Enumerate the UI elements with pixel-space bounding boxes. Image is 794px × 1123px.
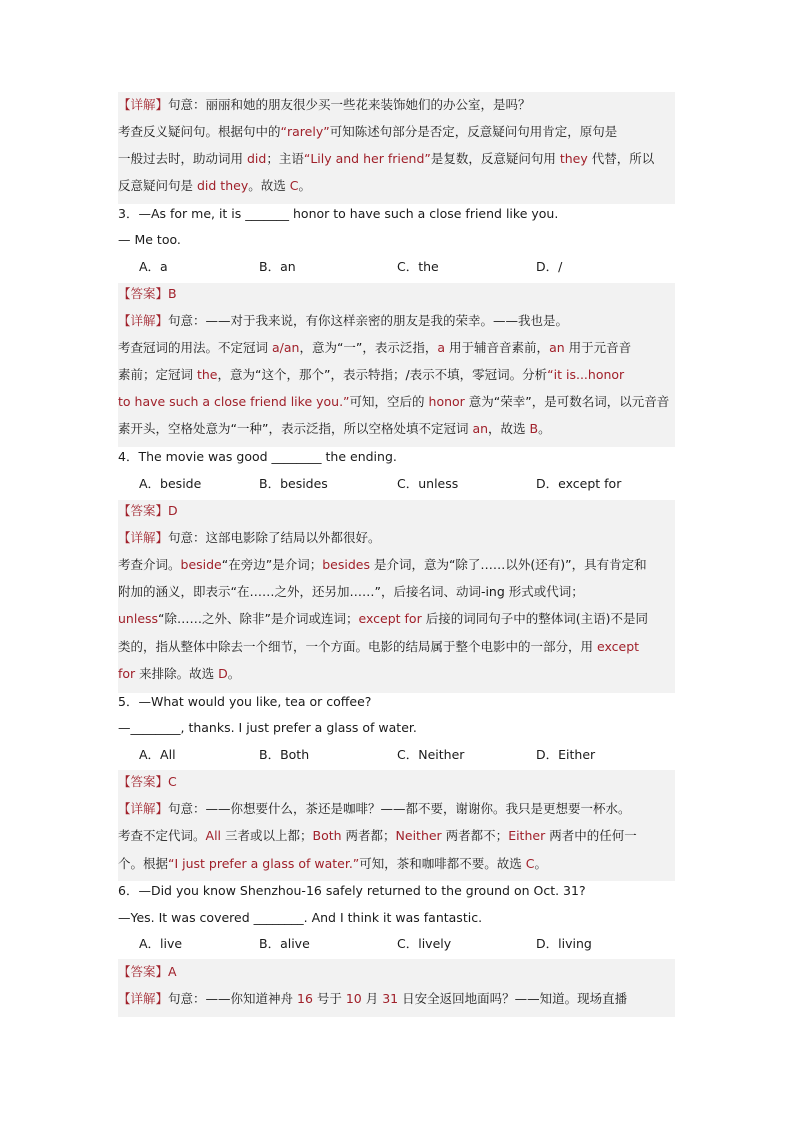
q3-analysis-line-3: to have such a close friend like you.”可知，空后的 honor 意为“荣幸”，是可数名词，以元音音 [118,394,670,409]
option-d: D．/ [536,259,563,274]
q2-analysis-line-3: 反意疑问句是 did they。故选 C。 [118,178,311,193]
q5-analysis-line-2: 个。根据“I just prefer a glass of water.”可知，茶和咖啡都不要。故选 C。 [118,856,547,871]
q5-analysis-line-1: 考查不定代词。All 三者或以上都；Both 两者都；Neither 两者都不；Either 两者中的任何一 [118,828,637,843]
question-5: 5．—What would you like, tea or coffee? [118,694,372,709]
question-6: 6．—Did you know Shenzhou-16 safely returned to the ground on Oct. 31? [118,883,586,898]
option-b: B．Both [259,747,310,762]
q4-analysis-line-5: for 来排除。故选 D。 [118,666,241,681]
option-c: C．lively [397,936,452,951]
q3-analysis-line-2: 素前；定冠词 the，意为“这个，那个”，表示特指；/表示不填，零冠词。分析“it is...honor [118,367,625,382]
question-3-options [124,253,681,280]
q4-analysis-line-1: 考查介词。beside“在旁边”是介词；besides 是介词，意为“除了……以外(还有)”，具有肯定和 [118,557,647,572]
explain-text: 句意：丽丽和她的朋友很少买一些花来装饰她们的办公室，是吗？ [168,97,531,112]
q3-analysis-line-4: 素开头，空格处意为“一种”，表示泛指，所以空格处填不定冠词 an，故选 B。 [118,421,551,436]
question-5-answer: 【答案】C [118,774,177,789]
option-a: A．beside [139,476,202,491]
q6-explanation: 【详解】句意：——你知道神舟 16 号于 10 月 31 日安全返回地面吗？——知道。现场直播 [118,991,628,1006]
question-3-reply: — Me too. [118,232,181,247]
option-c: C．Neither [397,747,465,762]
q3-analysis-line-1: 考查冠词的用法。不定冠词 a/an，意为“一”，表示泛指，a 用于辅音音素前，an 用于元音音 [118,340,632,355]
q5-explanation: 【详解】句意：——你想要什么，茶还是咖啡？——都不要，谢谢你。我只是更想要一杯水。 [118,801,631,816]
question-6-reply: —Yes. It was covered ________. And I think it was fantastic. [118,910,483,925]
option-d: D．except for [536,476,622,491]
q4-explanation: 【详解】句意：这部电影除了结局以外都很好。 [118,530,381,545]
option-d: D．living [536,936,592,951]
option-d: D．Either [536,747,596,762]
q4-analysis-line-2: 附加的涵义，即表示“在……之外，还另加……”，后接名词、动词-ing 形式或代词； [118,584,584,599]
explain-label: 【详解】 [118,97,169,112]
option-b: B．besides [259,476,328,491]
option-c: C．the [397,259,439,274]
q2-explanation [118,91,675,118]
q2-analysis-line-1: 考查反义疑问句。根据句中的“rarely”可知陈述句部分是否定，反意疑问句用肯定，原句是 [118,124,618,139]
option-b: B．an [259,259,296,274]
question-3-answer: 【答案】B [118,286,177,301]
q2-analysis-line-2: 一般过去时，助动词用 did；主语“Lily and her friend”是复数，反意疑问句用 they 代替，所以 [118,151,655,166]
option-a: A．a [139,259,168,274]
option-a: A．All [139,747,176,762]
question-6-options [124,930,681,957]
q3-explanation: 【详解】句意：——对于我来说，有你这样亲密的朋友是我的荣幸。——我也是。 [118,313,569,328]
option-b: B．alive [259,936,310,951]
question-3: 3．—As for me, it is _______ honor to have such a close friend like you. [118,206,559,221]
option-a: A．live [139,936,183,951]
question-4-answer: 【答案】D [118,503,178,518]
question-5-options [124,741,681,768]
q4-analysis-line-3: unless“除……之外、除非”是介词或连词；except for 后接的词同句子中的整体词(主语)不是同 [118,611,648,626]
q4-analysis-line-4: 类的，指从整体中除去一个细节，一个方面。电影的结局属于整个电影中的一部分，用 except [118,639,640,654]
question-4-options [124,470,681,497]
question-5-reply: —________, thanks. I just prefer a glass of water. [118,720,417,735]
option-c: C．unless [397,476,459,491]
question-4: 4．The movie was good ________ the ending. [118,449,397,464]
question-6-answer: 【答案】A [118,964,177,979]
